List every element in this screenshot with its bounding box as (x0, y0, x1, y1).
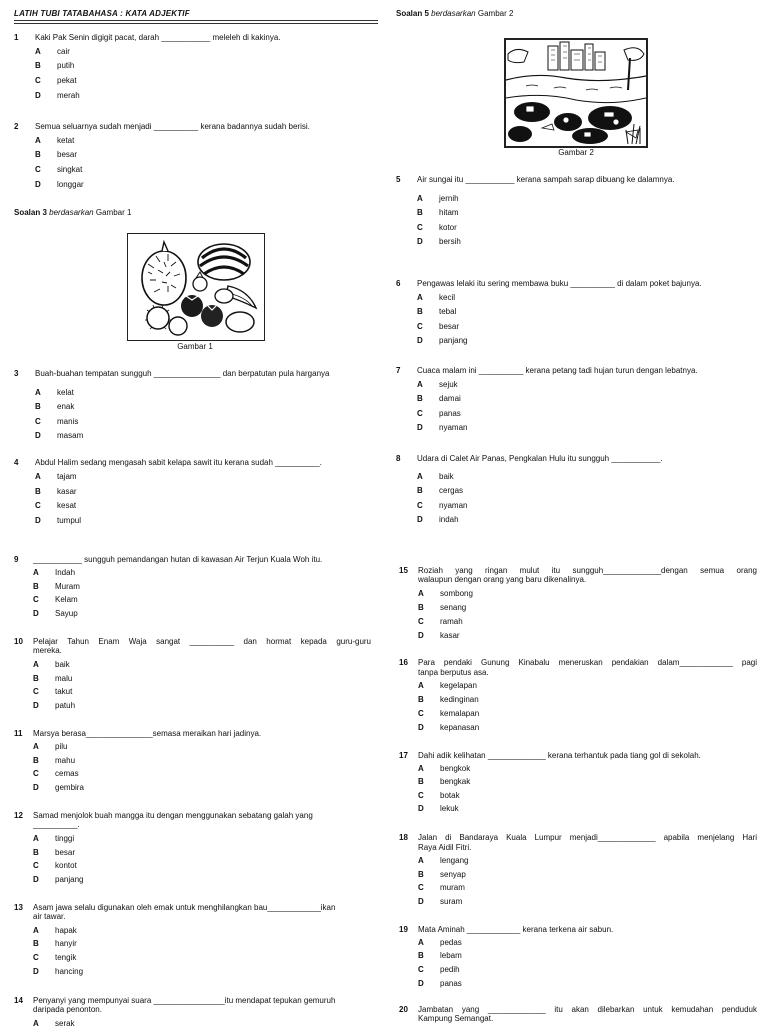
option-d[interactable]: D hancing (33, 967, 84, 976)
option-a[interactable]: A kelat (35, 388, 74, 397)
option-d[interactable]: D kasar (418, 631, 460, 640)
figure-caption: Gambar 1 (177, 342, 213, 351)
header-rule (14, 20, 378, 24)
option-a[interactable]: A sejuk (417, 380, 458, 389)
option-d[interactable]: D merah (35, 91, 80, 100)
option-c[interactable]: C Kelam (33, 595, 78, 604)
option-d[interactable]: D gembira (33, 783, 84, 792)
option-d[interactable]: D lekuk (418, 804, 459, 813)
section-heading: Soalan 5 berdasarkan Gambar 2 (396, 9, 514, 18)
option-a[interactable]: A baik (33, 660, 70, 669)
question-number: 20 (399, 1005, 408, 1014)
option-c[interactable]: C pedih (418, 965, 460, 974)
option-a[interactable]: A hapak (33, 926, 77, 935)
option-b[interactable]: B besar (35, 150, 78, 159)
option-c[interactable]: C kontot (33, 861, 77, 870)
option-a[interactable]: A jernih (417, 194, 459, 203)
option-a[interactable]: A tajam (35, 472, 77, 481)
option-a[interactable]: A tinggi (33, 834, 75, 843)
option-c[interactable]: C singkat (35, 165, 83, 174)
option-b[interactable]: B cergas (417, 486, 464, 495)
question-number: 1 (14, 33, 19, 42)
question-text: ___________ sungguh pemandangan hutan di kawasan Air Terjun Kuala Woh itu. (33, 555, 323, 564)
question-number: 7 (396, 366, 401, 375)
option-b[interactable]: B tebal (417, 307, 457, 316)
fruit-illustration (127, 233, 265, 341)
option-c[interactable]: C manis (35, 417, 79, 426)
question-text: Penyanyi yang mempunyai suara ________________itu mendapat tepukan gemuruh (33, 996, 336, 1005)
option-b[interactable]: B lebam (418, 951, 462, 960)
option-b[interactable]: B malu (33, 674, 73, 683)
option-a[interactable]: A pilu (33, 742, 68, 751)
question-number: 9 (14, 555, 19, 564)
question-text: Pengawas lelaki itu sering membawa buku __________ di dalam poket bajunya. (417, 279, 702, 288)
option-d[interactable]: D indah (417, 515, 459, 524)
question-number: 15 (399, 566, 408, 575)
question-text-continued: Kampung Semangat. (418, 1014, 494, 1023)
option-d[interactable]: D panas (418, 979, 462, 988)
question-text: Para pendaki Gunung Kinabalu meneruskan pendakian dalam____________ pagi (418, 658, 757, 667)
question-number: 18 (399, 833, 408, 842)
option-c[interactable]: C botak (418, 791, 460, 800)
option-c[interactable]: C kotor (417, 223, 457, 232)
option-b[interactable]: B senang (418, 603, 467, 612)
question-number: 8 (396, 454, 401, 463)
question-number: 13 (14, 903, 23, 912)
question-text: Air sungai itu ___________ kerana sampah sarap dibuang ke dalamnya. (417, 175, 675, 184)
option-a[interactable]: A kegelapan (418, 681, 477, 690)
question-text: Buah-buahan tempatan sungguh _______________ dan berpatutan pula harganya (35, 369, 330, 378)
question-text: Mata Aminah ____________ kerana terkena air sabun. (418, 925, 614, 934)
question-text: Cuaca malam ini __________ kerana petang tadi hujan turun dengan lebatnya. (417, 366, 698, 375)
question-number: 11 (14, 729, 23, 738)
question-text: Marsya berasa_______________semasa meraikan hari jadinya. (33, 729, 262, 738)
question-number: 12 (14, 811, 23, 820)
option-b[interactable]: B kasar (35, 487, 77, 496)
figure-caption: Gambar 2 (558, 148, 594, 157)
option-d[interactable]: D nyaman (417, 423, 468, 432)
option-c[interactable]: C kesat (35, 501, 77, 510)
option-d[interactable]: D masam (35, 431, 84, 440)
option-b[interactable]: B damai (417, 394, 461, 403)
option-b[interactable]: B hitam (417, 208, 459, 217)
option-d[interactable]: D patuh (33, 701, 76, 710)
option-a[interactable]: A pedas (418, 938, 462, 947)
option-a[interactable]: A Indah (33, 568, 76, 577)
question-text-continued: Raya Aidil Fitri. (418, 843, 472, 852)
option-a[interactable]: A lengang (418, 856, 469, 865)
question-number: 6 (396, 279, 401, 288)
option-b[interactable]: B mahu (33, 756, 76, 765)
option-b[interactable]: B kedinginan (418, 695, 479, 704)
option-b[interactable]: B putih (35, 61, 75, 70)
option-a[interactable]: A ketat (35, 136, 75, 145)
question-text-continued: air tawar. (33, 912, 66, 921)
question-text: Semua seluarnya sudah menjadi __________ kerana badannya sudah berisi. (35, 122, 310, 131)
option-a[interactable]: A baik (417, 472, 454, 481)
question-text: Abdul Halim sedang mengasah sabit kelapa sawit itu kerana sudah __________. (35, 458, 322, 467)
question-text-continued: __________. (33, 820, 80, 829)
option-c[interactable]: C ramah (418, 617, 463, 626)
option-a[interactable]: A serak (33, 1019, 75, 1028)
option-d[interactable]: D panjang (417, 336, 468, 345)
option-a[interactable]: A sombong (418, 589, 473, 598)
question-number: 14 (14, 996, 23, 1005)
option-a[interactable]: A kecil (417, 293, 456, 302)
option-c[interactable]: C muram (418, 883, 465, 892)
option-d[interactable]: D panjang (33, 875, 84, 884)
option-b[interactable]: B enak (35, 402, 75, 411)
question-number: 2 (14, 122, 19, 131)
option-d[interactable]: D Sayup (33, 609, 78, 618)
question-number: 19 (399, 925, 408, 934)
question-text: Jalan di Bandaraya Kuala Lumpur menjadi_____________ apabila menjelang Hari (418, 833, 757, 842)
river-illustration (504, 38, 648, 148)
question-text: Dahi adik kelihatan _____________ kerana terhantuk pada tiang gol di sekolah. (418, 751, 701, 760)
question-text: Asam jawa selalu digunakan oleh emak untuk menghilangkan bau____________ikan (33, 903, 336, 912)
question-number: 17 (399, 751, 408, 760)
option-d[interactable]: D tumpul (35, 516, 82, 525)
option-c[interactable]: C pekat (35, 76, 77, 85)
question-text: Samad menjolok buah mangga itu dengan menggunakan sebatang galah yang (33, 811, 313, 820)
question-text: Jambatan yang _____________ itu akan dilebarkan untuk kemudahan penduduk (418, 1005, 757, 1014)
question-text: Roziah yang ringan mulut itu sungguh_____________dengan semua orang (418, 566, 757, 575)
question-text-continued: mereka. (33, 646, 62, 655)
option-d[interactable]: D kepanasan (418, 723, 480, 732)
option-b[interactable]: B hanyir (33, 939, 77, 948)
option-a[interactable]: A bengkok (418, 764, 471, 773)
option-b[interactable]: B besar (33, 848, 76, 857)
question-number: 3 (14, 369, 19, 378)
question-text-continued: tanpa berputus asa. (418, 668, 489, 677)
question-number: 5 (396, 175, 401, 184)
option-c[interactable]: C besar (417, 322, 460, 331)
option-c[interactable]: C nyaman (417, 501, 468, 510)
question-number: 16 (399, 658, 408, 667)
option-d[interactable]: D longgar (35, 180, 84, 189)
option-a[interactable]: A cair (35, 47, 70, 56)
option-b[interactable]: B Muram (33, 582, 80, 591)
option-d[interactable]: D suram (418, 897, 463, 906)
question-text: Udara di Calet Air Panas, Pengkalan Hulu itu sungguh ___________. (417, 454, 663, 463)
question-text-continued: daripada penonton. (33, 1005, 102, 1014)
question-text: Kaki Pak Senin digigit pacat, darah ___________ meleleh di kakinya. (35, 33, 281, 42)
worksheet-title: LATIH TUBI TATABAHASA : KATA ADJEKTIF (14, 9, 190, 18)
question-number: 4 (14, 458, 19, 467)
option-c[interactable]: C takut (33, 687, 73, 696)
section-heading: Soalan 3 berdasarkan Gambar 1 (14, 208, 132, 217)
option-c[interactable]: C tengik (33, 953, 77, 962)
question-text: Pelajar Tahun Enam Waja sangat __________ dan hormat kepada guru-guru (33, 637, 371, 646)
option-b[interactable]: B bengkak (418, 777, 471, 786)
question-text-continued: walaupun dengan orang yang baru dikenalinya. (418, 575, 587, 584)
option-b[interactable]: B senyap (418, 870, 466, 879)
option-c[interactable]: C cemas (33, 769, 79, 778)
option-c[interactable]: C kemalapan (418, 709, 480, 718)
question-number: 10 (14, 637, 23, 646)
option-d[interactable]: D bersih (417, 237, 461, 246)
option-c[interactable]: C panas (417, 409, 461, 418)
